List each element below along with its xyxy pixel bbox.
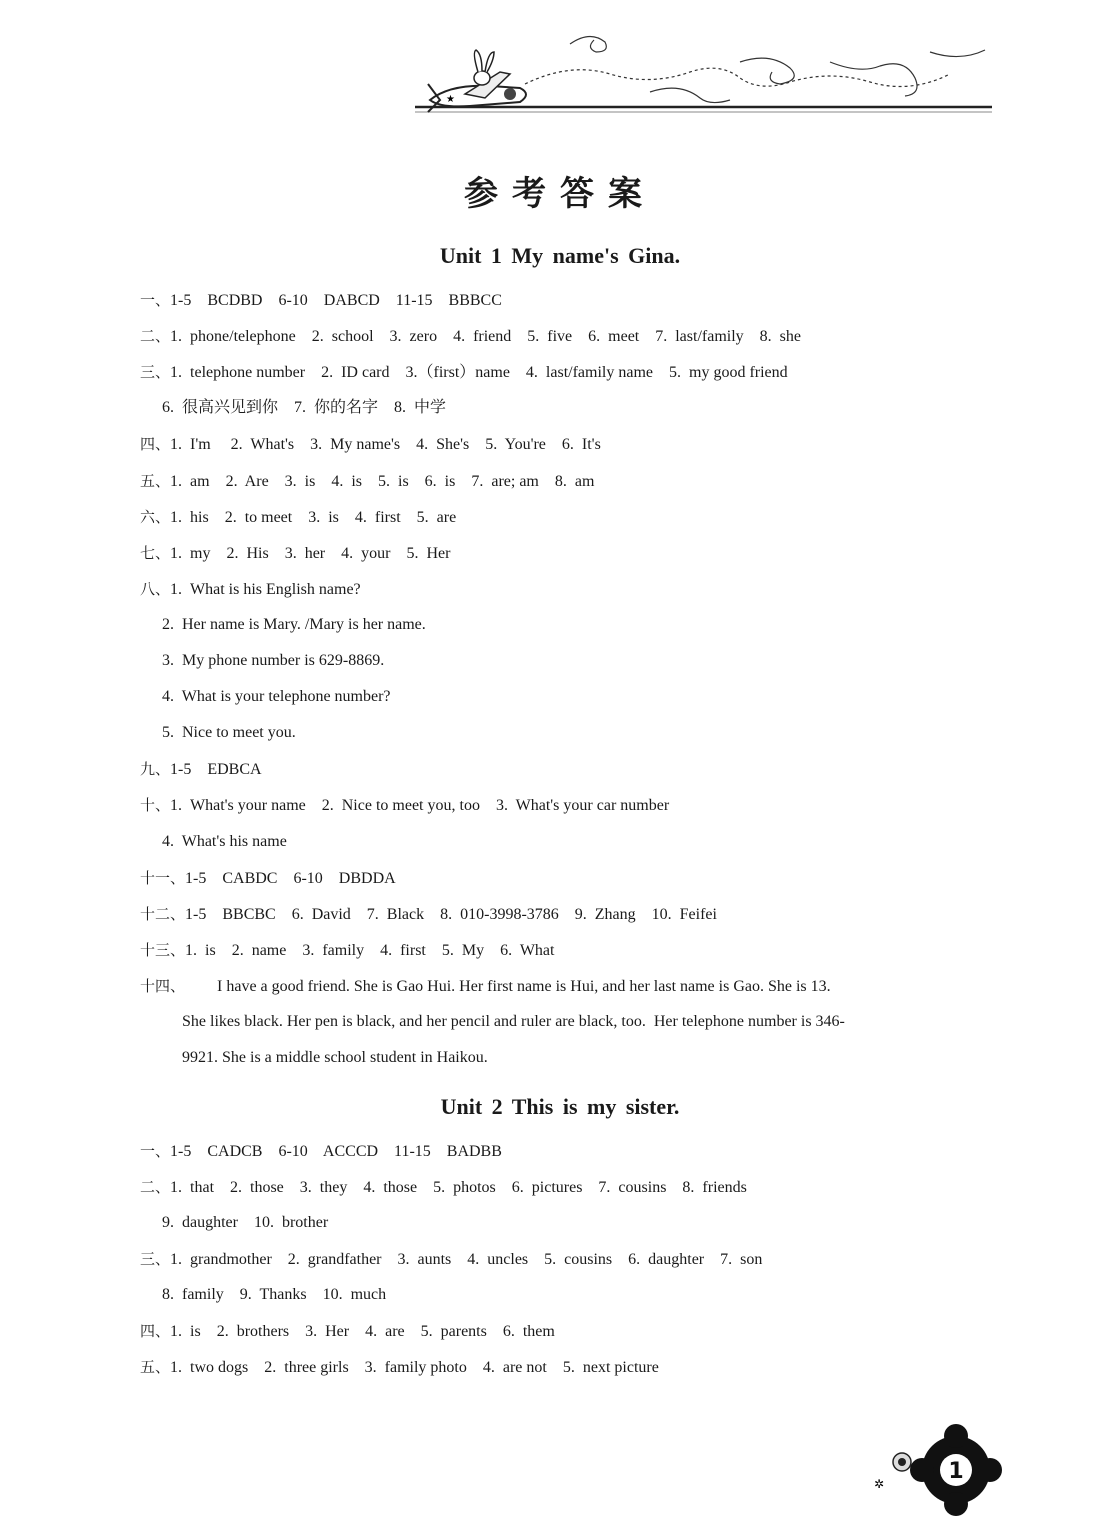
answer-text: 1. I'm 2. What's 3. My name's 4. She's 5. You're 6. It's [170,436,601,454]
answer-line [140,1177,747,1198]
section-label: 十二、 [140,904,186,923]
svg-text:✲: ✲ [874,1477,885,1491]
page-title: 参考答案 [464,174,656,214]
answer-text: 3. My phone number is 629-8869. [162,652,385,669]
answer-line [140,976,831,997]
section-label: 十四、 [140,976,186,995]
answer-text: 1-5 EDBCA [170,761,262,779]
answer-line [162,615,426,635]
answer-text: 1. my 2. His 3. her 4. your 5. Her [170,544,451,562]
section-label: 二、 [140,327,171,346]
answer-text: 5. Nice to meet you. [162,724,296,742]
answer-line [182,1012,845,1032]
answer-text: 1. What's your name 2. Nice to meet you, too 3. What's your car number [170,797,670,815]
section-label: 二、 [140,1178,171,1196]
page-badge [870,1420,1030,1530]
section-label: 五、 [140,1358,171,1376]
section-label: 四、 [140,435,171,454]
answer-line [140,543,450,564]
section-label: 三、 [140,1250,171,1268]
answer-text: 2. Her name is Mary. /Mary is her name. [162,615,426,633]
section-label: 十三、 [140,940,186,959]
section-label: 八、 [140,579,171,598]
answer-text: 1. phone/telephone 2. school 3. zero 4. friend 5. five 6. meet 7. last/family 8. she [170,328,801,346]
answer-text: 1. grandmother 2. grandfather 3. aunts 4. uncles 5. cousins 6. daughter 7. son [170,1251,763,1268]
answer-text: 1. telephone number 2. ID card 3.（first）name 4. last/family name 5. my good friend [170,364,788,382]
answer-line [140,940,554,961]
answer-line [140,868,396,889]
answer-line [162,1213,328,1233]
section-label: 五、 [140,471,171,490]
answer-line [162,651,384,671]
answer-line [162,832,287,852]
answer-line [182,1048,488,1068]
answer-text: 1. that 2. those 3. they 4. those 5. photos 6. pictures 7. cousins 8. friends [170,1179,747,1196]
answer-text: 1. his 2. to meet 3. is 4. first 5. are [170,508,457,526]
answer-text: She likes black. Her pen is black, and her pencil and ruler are black, too. Her telephone number is 346- [182,1013,845,1030]
answer-text: 9921. She is a middle school student in Haikou. [182,1049,488,1067]
section-label: 十、 [140,796,171,815]
answer-line [162,723,296,743]
section-label: 九、 [140,760,171,779]
section-label: 十一、 [140,868,186,887]
answer-text: 1-5 BBCBC 6. David 7. Black 8. 010-3998-3786 9. Zhang 10. Feifei [185,905,717,923]
answer-line [140,795,669,816]
answer-text: 1. is 2. name 3. family 4. first 5. My 6. What [185,941,555,959]
answer-text: 1-5 BCDBD 6-10 DABCD 11-15 BBBCC [170,292,502,309]
answer-text: 8. family 9. Thanks 10. much [162,1286,387,1303]
answer-text: 4. What's his name [162,832,287,850]
answer-line [140,471,594,492]
section-label: 四、 [140,1322,171,1340]
section-label: 三、 [140,363,171,382]
unit-2-heading: Unit 2 This is my sister. [440,1094,680,1119]
header-decoration [410,22,995,132]
answer-line [162,1285,386,1305]
answer-line [140,362,788,383]
answer-text: 1. am 2. Are 3. is 4. is 5. is 6. is 7. are; am 8. am [170,472,595,490]
answer-text: 1-5 CABDC 6-10 DBDDA [185,869,396,887]
section-label: 七、 [140,543,171,562]
section-label: 一、 [140,1142,171,1160]
answer-text: 9. daughter 10. brother [162,1214,329,1231]
small-flower-icon [874,1453,911,1491]
answer-line [140,579,361,600]
answer-line [140,1357,659,1378]
page-number: 1 [948,1459,964,1484]
answer-line [140,1141,502,1162]
answer-line [140,1249,762,1270]
svg-text:★: ★ [446,94,455,105]
answer-text: 1. What is his English name? [170,580,361,598]
answer-line [140,904,717,925]
answer-line [140,434,601,455]
answer-line [140,326,801,347]
unit-1-heading: Unit 1 My name's Gina. [439,243,681,268]
answer-text: 6. 很高兴见到你 7. 你的名字 8. 中学 [162,399,447,417]
answer-line [162,398,446,418]
answer-text: 4. What is your telephone number? [162,688,391,706]
section-label: 一、 [140,291,171,309]
answer-line [140,1321,555,1342]
section-label: 六、 [140,507,171,526]
answer-line [162,687,391,707]
answer-line [140,507,456,528]
answer-text: 1-5 CADCB 6-10 ACCCD 11-15 BADBB [170,1143,502,1160]
answer-text: 1. is 2. brothers 3. Her 4. are 5. parents 6. them [170,1323,555,1340]
answer-text: 1. two dogs 2. three girls 3. family photo 4. are not 5. next picture [170,1359,659,1376]
answer-line [140,290,502,311]
answer-text: I have a good friend. She is Gao Hui. Her first name is Hui, and her last name is Gao. She is 13. [185,977,831,995]
answer-line [140,759,262,780]
